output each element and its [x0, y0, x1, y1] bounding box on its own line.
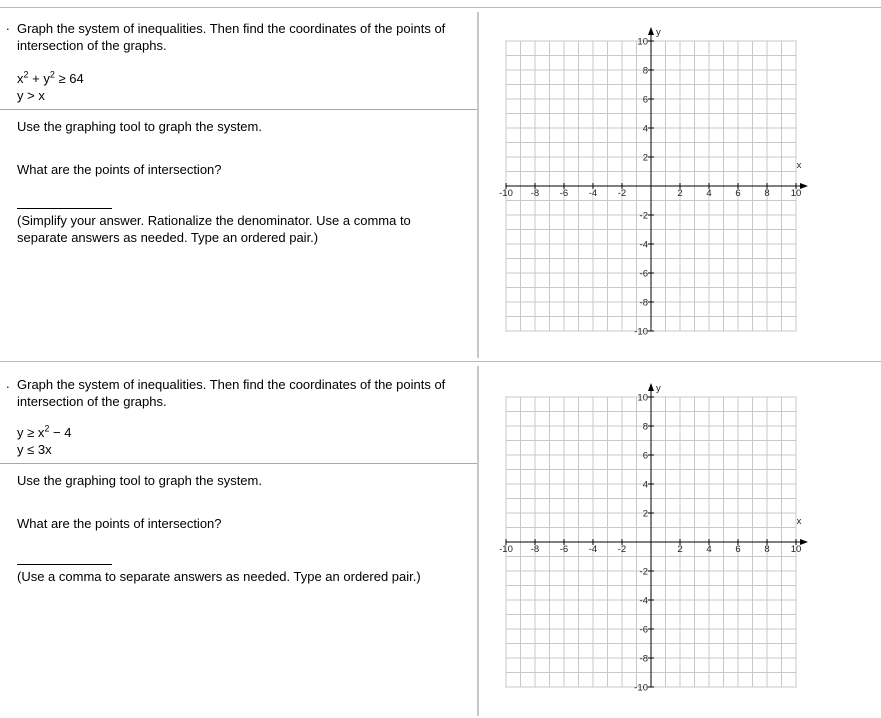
problem-bullet: . — [6, 376, 10, 391]
x-tick-label: -10 — [499, 188, 513, 199]
problem-bullet: . — [6, 18, 10, 33]
x-tick-label: 10 — [790, 188, 802, 199]
inequality-2: y > x — [17, 88, 45, 103]
question-text: What are the points of intersection? — [17, 162, 222, 177]
y-axis-arrow-icon — [648, 27, 654, 35]
y-tick-label: -2 — [639, 210, 648, 222]
inequality-1: $x^2 + y^2 \ge 64$ — [17, 69, 84, 86]
y-tick-label: 2 — [642, 152, 648, 164]
y-tick-label: 8 — [642, 65, 648, 77]
y-tick-label: -4 — [639, 595, 648, 607]
x-tick-label: 6 — [735, 188, 741, 199]
section-separator — [0, 109, 477, 110]
x-tick-label: -6 — [559, 544, 569, 555]
y-tick-label: -8 — [639, 297, 648, 309]
problem-prompt: Graph the system of inequalities. Then find the coordinates of the points of intersection of the graphs. — [17, 377, 446, 409]
y-tick-label: -4 — [639, 239, 648, 251]
column-divider-2 — [477, 366, 479, 716]
x-tick-label: -8 — [530, 188, 540, 199]
problem-2 — [0, 362, 477, 718]
y-axis-arrow-icon — [648, 383, 654, 391]
x-tick-label: 6 — [735, 544, 741, 555]
x-axis-label: x — [796, 516, 802, 527]
graphing-tool-2[interactable] — [491, 379, 811, 699]
section-separator — [0, 463, 477, 464]
x-tick-label: -2 — [617, 188, 627, 199]
answer-hint: (Simplify your answer. Rationalize the denominator. Use a comma to separate answers as needed. Type an ordered pair.) — [17, 213, 411, 245]
y-tick-label: 4 — [642, 479, 648, 491]
y-tick-label: 4 — [642, 123, 648, 135]
y-tick-label: -10 — [634, 682, 648, 694]
answer-input[interactable] — [17, 208, 112, 209]
y-tick-label: 10 — [637, 36, 648, 48]
y-tick-label: 10 — [637, 392, 648, 404]
y-tick-label: -2 — [639, 566, 648, 578]
x-tick-label: -2 — [617, 544, 627, 555]
x-tick-label: -4 — [588, 188, 598, 199]
y-tick-label: 6 — [642, 450, 648, 462]
x-tick-label: 8 — [764, 188, 770, 199]
x-tick-label: 2 — [677, 188, 683, 199]
x-tick-label: 2 — [677, 544, 683, 555]
problem-1 — [0, 0, 477, 360]
x-tick-label: -8 — [530, 544, 540, 555]
y-tick-label: -8 — [639, 653, 648, 665]
y-tick-label: 8 — [642, 421, 648, 433]
inequality-1: $y \ge x^2 - 4$ — [17, 423, 72, 440]
inequality-2: y ≤ 3x — [17, 442, 52, 457]
x-tick-label: -10 — [499, 544, 513, 555]
x-tick-label: 8 — [764, 544, 770, 555]
y-tick-label: -10 — [634, 326, 648, 338]
graphing-tool-1[interactable] — [491, 23, 811, 343]
y-axis-label: y — [656, 27, 661, 38]
answer-input[interactable] — [17, 564, 112, 565]
y-tick-label: 2 — [642, 508, 648, 520]
problem-prompt: Graph the system of inequalities. Then find the coordinates of the points of intersection of the graphs. — [17, 21, 446, 53]
answer-hint: (Use a comma to separate answers as needed. Type an ordered pair.) — [17, 569, 421, 584]
x-tick-label: 4 — [706, 544, 712, 555]
y-tick-label: 6 — [642, 94, 648, 106]
question-text: What are the points of intersection? — [17, 516, 222, 531]
y-tick-label: -6 — [639, 624, 648, 636]
y-tick-label: -6 — [639, 268, 648, 280]
column-divider-1 — [477, 12, 479, 358]
x-tick-label: 4 — [706, 188, 712, 199]
x-tick-label: -6 — [559, 188, 569, 199]
instruction-text: Use the graphing tool to graph the system. — [17, 473, 262, 488]
x-axis-label: x — [796, 160, 802, 171]
instruction-text: Use the graphing tool to graph the system. — [17, 119, 262, 134]
x-tick-label: -4 — [588, 544, 598, 555]
x-tick-label: 10 — [790, 544, 802, 555]
y-axis-label: y — [656, 383, 661, 394]
